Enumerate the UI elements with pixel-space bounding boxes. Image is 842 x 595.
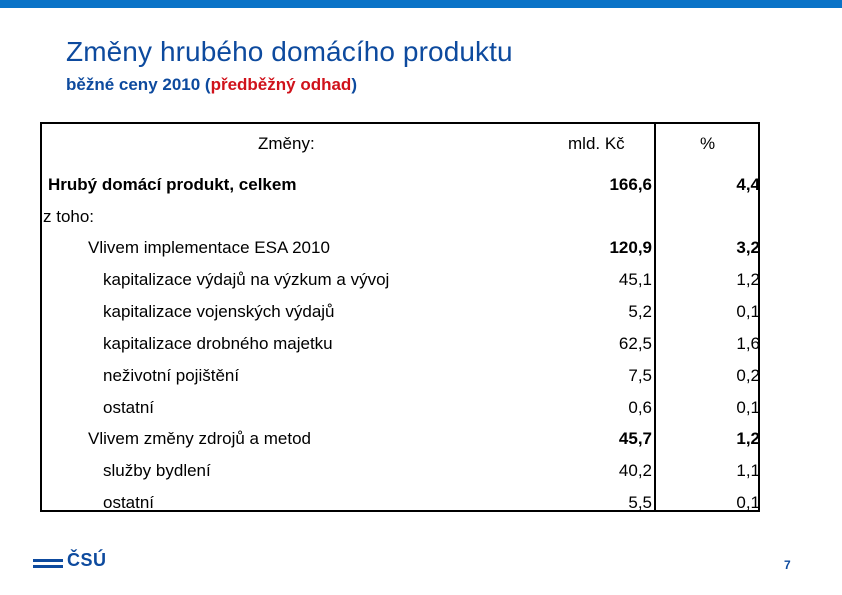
row-value-mld-rd: 45,1 [618,270,652,289]
header-mld-kc: mld. Kč [568,134,625,153]
page-number: 7 [784,558,791,572]
csu-logo [33,548,113,574]
row-value-pct-gdp-total: 4,4 [736,175,760,194]
row-value-pct-sources-methods: 1,2 [736,429,760,448]
row-label-non-life-insurance: neživotní pojištění [103,366,240,385]
row-value-pct-esa2010: 3,2 [736,238,760,257]
row-value-mld-non-life-insurance: 7,5 [628,366,652,385]
row-value-mld-other-esa: 0,6 [628,398,652,417]
row-label-military: kapitalizace vojenských výdajů [103,302,335,321]
row-label-other-sources: ostatní [103,493,155,512]
row-value-mld-sources-methods: 45,7 [618,429,652,448]
logo-stripe [33,559,63,562]
slide-subtitle [66,75,357,95]
row-value-mld-gdp-total: 166,6 [609,175,652,194]
row-value-pct-housing-services: 1,1 [736,461,760,480]
header-label: Změny: [258,134,315,153]
row-value-pct-non-life-insurance: 0,2 [736,366,760,385]
subtitle-end: ) [351,75,357,94]
subtitle-highlight: předběžný odhad [210,75,352,94]
row-value-mld-other-sources: 5,5 [628,493,652,512]
row-label-other-esa: ostatní [103,398,155,417]
logo-stripe [33,565,63,568]
header-percent: % [700,134,716,153]
column-divider [654,122,656,512]
row-value-mld-esa2010: 120,9 [609,238,652,257]
row-label-gdp-total: Hrubý domácí produkt, celkem [48,175,297,194]
row-value-pct-small-assets: 1,6 [736,334,760,353]
row-value-pct-other-sources: 0,1 [736,493,760,512]
row-value-mld-small-assets: 62,5 [618,334,652,353]
row-label-small-assets: kapitalizace drobného majetku [103,334,333,353]
top-accent-bar [0,0,842,8]
row-label-of-which: z toho: [43,207,95,226]
subtitle-start: běžné ceny 2010 ( [66,75,211,94]
slide-title: Změny hrubého domácího produktu [66,36,513,67]
row-value-pct-other-esa: 0,1 [736,398,760,417]
row-value-pct-rd: 1,2 [736,270,760,289]
row-label-sources-methods: Vlivem změny zdrojů a metod [88,429,311,448]
row-value-pct-military: 0,1 [736,302,760,321]
row-label-housing-services: služby bydlení [103,461,211,480]
row-label-esa2010: Vlivem implementace ESA 2010 [88,238,330,257]
logo-text: ČSÚ [67,550,107,570]
row-value-mld-housing-services: 40,2 [618,461,652,480]
row-label-rd: kapitalizace výdajů na výzkum a vývoj [103,270,390,289]
row-value-mld-military: 5,2 [628,302,652,321]
